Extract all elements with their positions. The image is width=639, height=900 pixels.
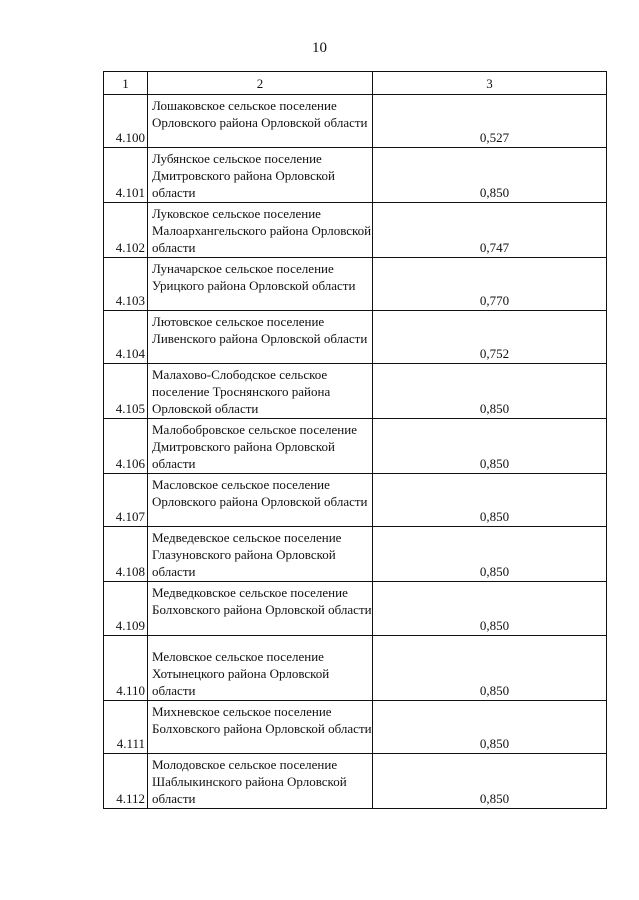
- coefficient-value: 0,752: [373, 311, 607, 364]
- table-row: [104, 527, 607, 582]
- coefficient-value: 0,850: [373, 527, 607, 582]
- table-row: [104, 419, 607, 474]
- settlement-name: Луковское сельское поселение Малоархангельского района Орловской области: [148, 203, 373, 258]
- table-header-row: [104, 72, 607, 95]
- row-number: 4.112: [104, 754, 148, 809]
- row-number: 4.101: [104, 148, 148, 203]
- settlements-table: [103, 71, 607, 809]
- row-number: 4.103: [104, 258, 148, 311]
- coefficient-value: 0,850: [373, 474, 607, 527]
- coefficient-value: 0,850: [373, 582, 607, 636]
- coefficient-value: 0,850: [373, 701, 607, 754]
- coefficient-value: 0,527: [373, 95, 607, 148]
- page-number: 10: [312, 40, 327, 56]
- column-header-3: 3: [373, 72, 607, 95]
- settlement-name: Медведевское сельское поселение Глазуновского района Орловской области: [148, 527, 373, 582]
- settlement-name: Лубянское сельское поселение Дмитровского района Орловской области: [148, 148, 373, 203]
- row-number: 4.108: [104, 527, 148, 582]
- table-row: [104, 148, 607, 203]
- table-row: [104, 754, 607, 809]
- coefficient-value: 0,850: [373, 364, 607, 419]
- column-header-1: 1: [104, 72, 148, 95]
- row-number: 4.107: [104, 474, 148, 527]
- settlement-name: Малахово-Слободское сельское поселение Троснянского района Орловской области: [148, 364, 373, 419]
- coefficient-value: 0,747: [373, 203, 607, 258]
- table-row: [104, 311, 607, 364]
- coefficient-value: 0,850: [373, 148, 607, 203]
- row-number: 4.105: [104, 364, 148, 419]
- row-number: 4.102: [104, 203, 148, 258]
- table-row: [104, 203, 607, 258]
- settlement-name: Малобобровское сельское поселение Дмитровского района Орловской области: [148, 419, 373, 474]
- table-row: [104, 258, 607, 311]
- coefficient-value: 0,850: [373, 419, 607, 474]
- column-header-2: 2: [148, 72, 373, 95]
- table-row: [104, 364, 607, 419]
- row-number: 4.111: [104, 701, 148, 754]
- table-row: [104, 636, 607, 701]
- settlement-name: Меловское сельское поселение Хотынецкого района Орловской области: [148, 636, 373, 701]
- coefficient-value: 0,770: [373, 258, 607, 311]
- table-row: [104, 701, 607, 754]
- settlement-name: Лошаковское сельское поселение Орловского района Орловской области: [148, 95, 373, 148]
- row-number: 4.100: [104, 95, 148, 148]
- row-number: 4.106: [104, 419, 148, 474]
- coefficient-value: 0,850: [373, 636, 607, 701]
- settlement-name: Масловское сельское поселение Орловского района Орловской области: [148, 474, 373, 527]
- settlement-name: Медведковское сельское поселение Болховского района Орловской области: [148, 582, 373, 636]
- row-number: 4.109: [104, 582, 148, 636]
- row-number: 4.104: [104, 311, 148, 364]
- settlement-name: Молодовское сельское поселение Шаблыкинского района Орловской области: [148, 754, 373, 809]
- settlement-name: Лютовское сельское поселение Ливенского района Орловской области: [148, 311, 373, 364]
- table-row: [104, 582, 607, 636]
- coefficient-value: 0,850: [373, 754, 607, 809]
- table-row: [104, 95, 607, 148]
- row-number: 4.110: [104, 636, 148, 701]
- table-row: [104, 474, 607, 527]
- settlement-name: Луначарское сельское поселение Урицкого района Орловской области: [148, 258, 373, 311]
- settlement-name: Михневское сельское поселение Болховского района Орловской области: [148, 701, 373, 754]
